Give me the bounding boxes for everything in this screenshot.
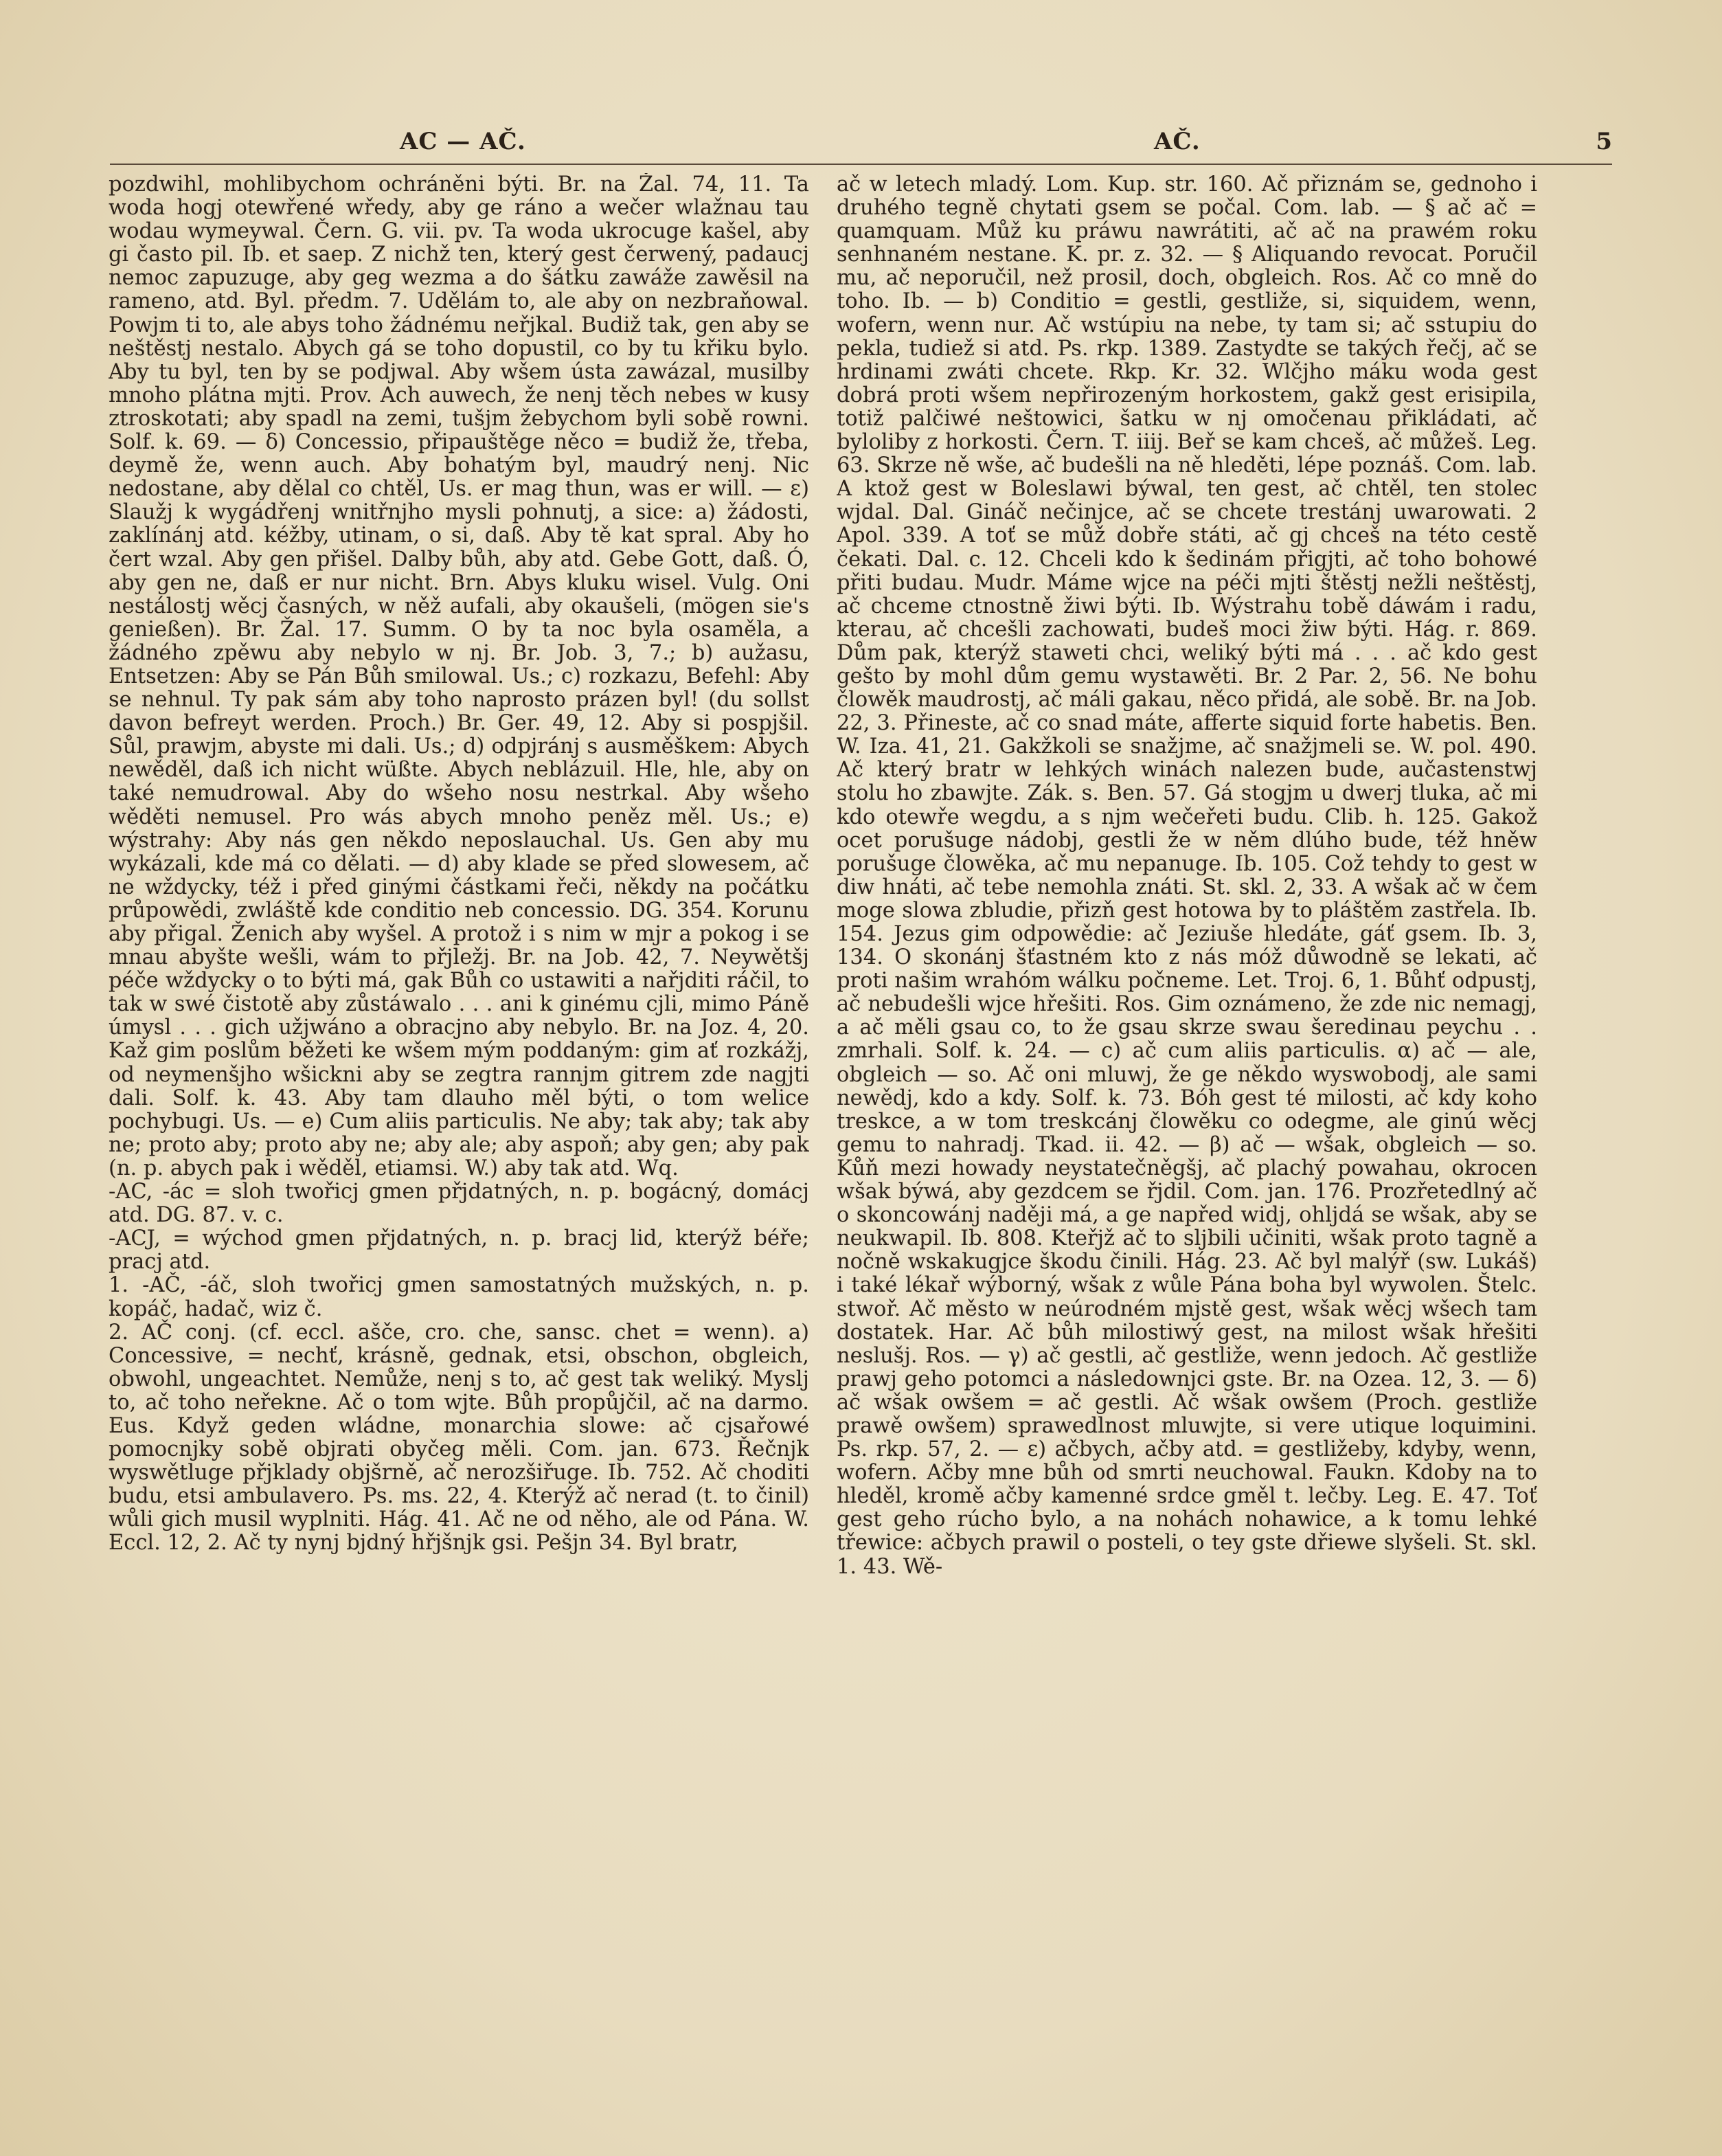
paragraph: pozdwihl, mohlibychom ochráněni býti. Br. na Žal. 74, 11. Ta woda hogj otewřené wředy, aby ge ráno a wečer wlažnau tau wodau wymeywal. Čern. G. vii. pv. Ta woda ukrocuge kašel, aby gi často pil. Ib. et saep. Z nichž ten, který gest čerwený, padaucj nemoc zapuzuge, aby geg wezma a do šátku zawáže zawěsil na rameno, atd. Byl. předm. 7. Udělám to, ale aby on nezbraňowal. Powjm ti to, ale abys toho žádnému neřjkal. Budiž tak, gen aby se neštěstj nestalo. Abych gá se toho dopustil, co by tu křiku bylo. Aby tu byl, ten by se podjwal. Aby wšem ústa zawázal, musilby mnoho plátna mjti. Prov. Ach auwech, že nenj těch nebes w kusy ztroskotati; aby spadl na zemi, tušjm žebychom byli sobě rowni. Solf. k. 69. — δ) Concessio, připauštěge něco = budiž že, třeba, deymě že, wenn auch. Aby bohatým byl, maudrý nenj. Nic nedostane, aby dělal co chtěl, Us. er mag thun, was er will. — ε) Slaužj k wygádřenj wnitřnjho mysli pohnutj, a sice: a) žádosti, zaklínánj atd. kéžby, utinam, o si, daß. Aby tě kat spral. Aby ho čert wzal. Aby gen přišel. Dalby bůh, aby atd. Gebe Gott, daß. Ó, aby gen ne, daß er nur nicht. Brn. Abys kluku wisel. Vulg. Oni nestálostj wěcj časných, w něž aufali, aby okaušeli, (mögen sie's genießen). Br. Žal. 17. Summ. O by ta noc byla osaměla, a žádného zpěwu aby nebylo w nj. Br. Job. 3, 7.; b) aužasu, Entsetzen: Aby se Pán Bůh smilowal. Us.; c) rozkazu, Befehl: Aby se nehnul. Ty pak sám aby toho naprosto prázen byl! (du sollst davon befreyt werden. Proch.) Br. Ger. 49, 12. Aby si pospjšil. Sůl, prawjm, abyste mi dali. Us.; d) odpjránj s ausměškem: Abych newěděl, daß ich nicht wüßte. Abych neblázuil. Hle, hle, aby on také nemudrowal. Aby do wšeho nosu nestrkal. Aby wšeho wěděti nemusel. Pro wás abych mnoho peněz měl. Us.; e) wýstrahy: Aby nás gen někdo neposlauchal. Us. Gen aby mu wykázali, kde má co dělati. — d) aby klade se před slowesem, ač ne wždycky, též i před ginými částkami řeči, někdy na počátku průpowědi, zwláště kde conditio neb concessio. DG. 354. Korunu aby přigal. Ženich aby wyšel. A protož i s nim w mjr a pokog i se mnau abyšte wešli, wám to přjležj. Br. na Job. 42, 7. Neywětšj péče wždycky o to býti má, gak Bůh co ustawiti a nařjditi ráčil, to tak w swé čistotě aby zůstáwalo . . . ani k ginému cjli, mimo Páně úmysl . . . gich užjwáno a obracjno aby nebylo. Br. na Joz. 4, 20. Kaž gim poslům běžeti ke wšem mým poddaným: gim ať rozkážj, od neymenšjho wšickni aby se zegtra rannjm gitrem zde nagjti dali. Solf. k. 43. Aby tam dlauho měl býti, o tom welice pochybugi. Us. — e) Cum aliis particulis. Ne aby; tak aby; tak aby ne; proto aby; proto aby ne; aby ale; aby aspoň; aby gen; aby pak (n. p. abych pak i wěděl, etiamsi. W.) aby tak atd. Wq. <box>109 173 809 1180</box>
header-rule <box>110 164 1612 165</box>
paragraph: -ACJ, = wýchod gmen přjdatných, n. p. bracj lid, kterýž béře; pracj atd. <box>109 1226 809 1274</box>
header-right-entry-range: AČ. <box>1154 128 1201 155</box>
running-header <box>110 128 1612 169</box>
left-column <box>109 173 809 2080</box>
header-left-entry-range: AC — AČ. <box>400 128 526 155</box>
paragraph: 1. -AČ, -áč, sloh twořicj gmen samostatných mužských, n. p. kopáč, hadač, wiz č. <box>109 1273 809 1321</box>
paragraph: 2. AČ conj. (cf. eccl. ašče, cro. che, sansc. chet = wenn). a) Concessive, = nechť, krásně, gednak, etsi, obschon, obgleich, obwohl, ungeachtet. Nemůže, nenj s to, ač gest tak weliký. Myslj to, ač toho neřekne. Ač o tom wjte. Bůh propůjčil, ač na darmo. Eus. Když geden wládne, monarchia slowe: ač cjsařowé pomocnjky sobě objrati obyčeg měli. Com. jan. 673. Řečnjk wyswětluge přjklady objšrně, ač nerozšiřuge. Ib. 752. Ač choditi budu, etsi ambulavero. Ps. ms. 22, 4. Kterýž ač nerad (t. to činil) wůli gich musil wyplniti. Hág. 41. Ač ne od něho, ale od Pána. W. Eccl. 12, 2. Ač ty nynj bjdný hřjšnjk gsi. Pešjn 34. Byl bratr, <box>109 1320 809 1556</box>
page-number: 5 <box>1596 128 1612 155</box>
paragraph: -AC, -ác = sloh twořicj gmen přjdatných, n. p. bogácný, domácj atd. DG. 87. v. c. <box>109 1180 809 1228</box>
right-column <box>837 173 1537 2080</box>
paragraph: ač w letech mladý. Lom. Kup. str. 160. Ač přiznám se, gednoho i druhého tegně chytati gsem se počal. Com. lab. — § ač ač = quamquam. Můž ku práwu nawrátiti, ač ač na prawém roku senhnaném nestane. K. pr. z. 32. — § Aliquando revocat. Poručil mu, ač neporučil, než prosil, doch, obgleich. Ros. Ač co mně do toho. Ib. — b) Conditio = gestli, gestliže, si, siquidem, wenn, wofern, wenn nur. Ač wstúpiu na nebe, ty tam si; ač sstupiu do pekla, tudiež si atd. Ps. rkp. 1389. Zastydte se takých řečj, ač se hrdinami zwáti chcete. Rkp. Kr. 32. Wlčjho máku woda gest dobrá proti wšem nepřirozeným horkostem, gakž gest erisipila, totiž palčiwé neštowici, šatku w nj omočenau přikládati, ač byloliby z horkosti. Čern. T. iiij. Beř se kam chceš, ač můžeš. Leg. 63. Skrze ně wše, ač budešli na ně hleděti, lépe poznáš. Com. lab. A ktož gest w Boleslawi býwal, ten gest, ač chtěl, ten stolec wjdal. Dal. Gináč nečinjce, ač se chcete trestánj uwarowati. 2 Apol. 339. A toť se můž dobře státi, ač gj chceš na této cestě čekati. Dal. c. 12. Chceli kdo k šedinám přigjti, ač toho bohowé přiti budau. Mudr. Máme wjce na péči mjti štěstj nežli neštěstj, ač chceme ctnostně žiwi býti. Ib. Wýstrahu tobě dáwám i radu, kterau, ač chcešli zachowati, budeš moci žiw býti. Hág. r. 869. Dům pak, kterýž staweti chci, weliký býti má . . . ač kdo gest gešto by mohl dům gemu wystawěti. Br. 2 Par. 2, 56. Ne bohu člowěk maudrostj, ač máli gakau, něco přidá, ale sobě. Br. na Job. 22, 3. Přineste, ač co snad máte, afferte siquid forte habetis. Ben. W. Iza. 41, 21. Gakžkoli se snažjme, ač snažjmeli se. W. pol. 490. Ač který bratr w lehkých winách nalezen bude, aučastenstwj stolu ho zbawjte. Zák. s. Ben. 57. Gá stogjm u dwerj tluka, ač mi kdo otewře wegdu, a s njm wečeřeti budu. Clib. h. 125. Gakož ocet porušuge nádobj, gestli že w něm dlúho bude, též hněw porušuge člowěka, ač mu nepanuge. Ib. 105. Což tehdy to gest w diw hnáti, ač tebe nemohla znáti. St. skl. 2, 33. A wšak ač w čem moge slowa zbludie, přizň gest hotowa by to pláštěm zastřela. Ib. 154. Jezus gim odpowědie: ač Jeziuše hledáte, gáť gsem. Ib. 3, 134. O skonánj šťastném kto z nás móž důwodně se lekati, ač proti našim wrahóm wálku počneme. Let. Troj. 6, 1. Bůhť odpustj, ač nebudešli wjce hřešiti. Ros. Gim oznámeno, že zde nic nemagj, a ač měli gsau co, to že gsau skrze swau šeredinau peychu . . zmrhali. Solf. k. 24. — c) ač cum aliis particulis. α) ač — ale, obgleich — so. Ač oni mluwj, že ge někdo wyswobodj, ale sami newědj, kdo a kdy. Solf. k. 73. Bóh gest té milosti, ač kdy koho treskce, a w tom treskcánj člowěku co odegme, ale ginú wěcj gemu to nahradj. Tkad. ii. 42. — β) ač — wšak, obgleich — so. Kůň mezi howady neystatečněgšj, ač plachý powahau, okrocen wšak býwá, aby gezdcem se řjdil. Com. jan. 176. Prozřetedlný ač o skoncowánj naději má, a ge napřed widj, ohljdá se wšak, aby se neukwapil. Ib. 808. Kteřjž ač to sljbili učiniti, wšak proto tagně a nočně wskakugjce škodu činili. Hág. 23. Ač byl malýř (sw. Lukáš) i také lékař wýborný, wšak z wůle Pána boha byl wywolen. Štelc. stwoř. Ač město w neúrodném mjstě gest, wšak wěcj wšech tam dostatek. Har. Ač bůh milostiwý gest, na milost wšak hřešiti neslušj. Ros. — γ) ač gestli, ač gestliže, wenn jedoch. Ač gestliže prawj geho potomci a následownjci gste. Br. na Ozea. 12, 3. — δ) ač wšak owšem = ač gestli. Ač wšak owšem (Proch. gestliže prawě owšem) sprawedlnost mluwjte, si vere utique loquimini. Ps. rkp. 57, 2. — ε) ačbych, ačby atd. = gestližeby, kdyby, wenn, wofern. Ačby mne bůh od smrti neuchowal. Faukn. Kdoby na to hleděl, kromě ačby kamenné srdce gměl t. lečby. Leg. E. 47. Toť gest geho rúcho bylo, a na nohách nohawice, a k tomu lehké třewice: ačbych prawil o posteli, o tey gste dřiewe slyšeli. St. skl. 1. 43. Wě- <box>837 173 1537 1579</box>
